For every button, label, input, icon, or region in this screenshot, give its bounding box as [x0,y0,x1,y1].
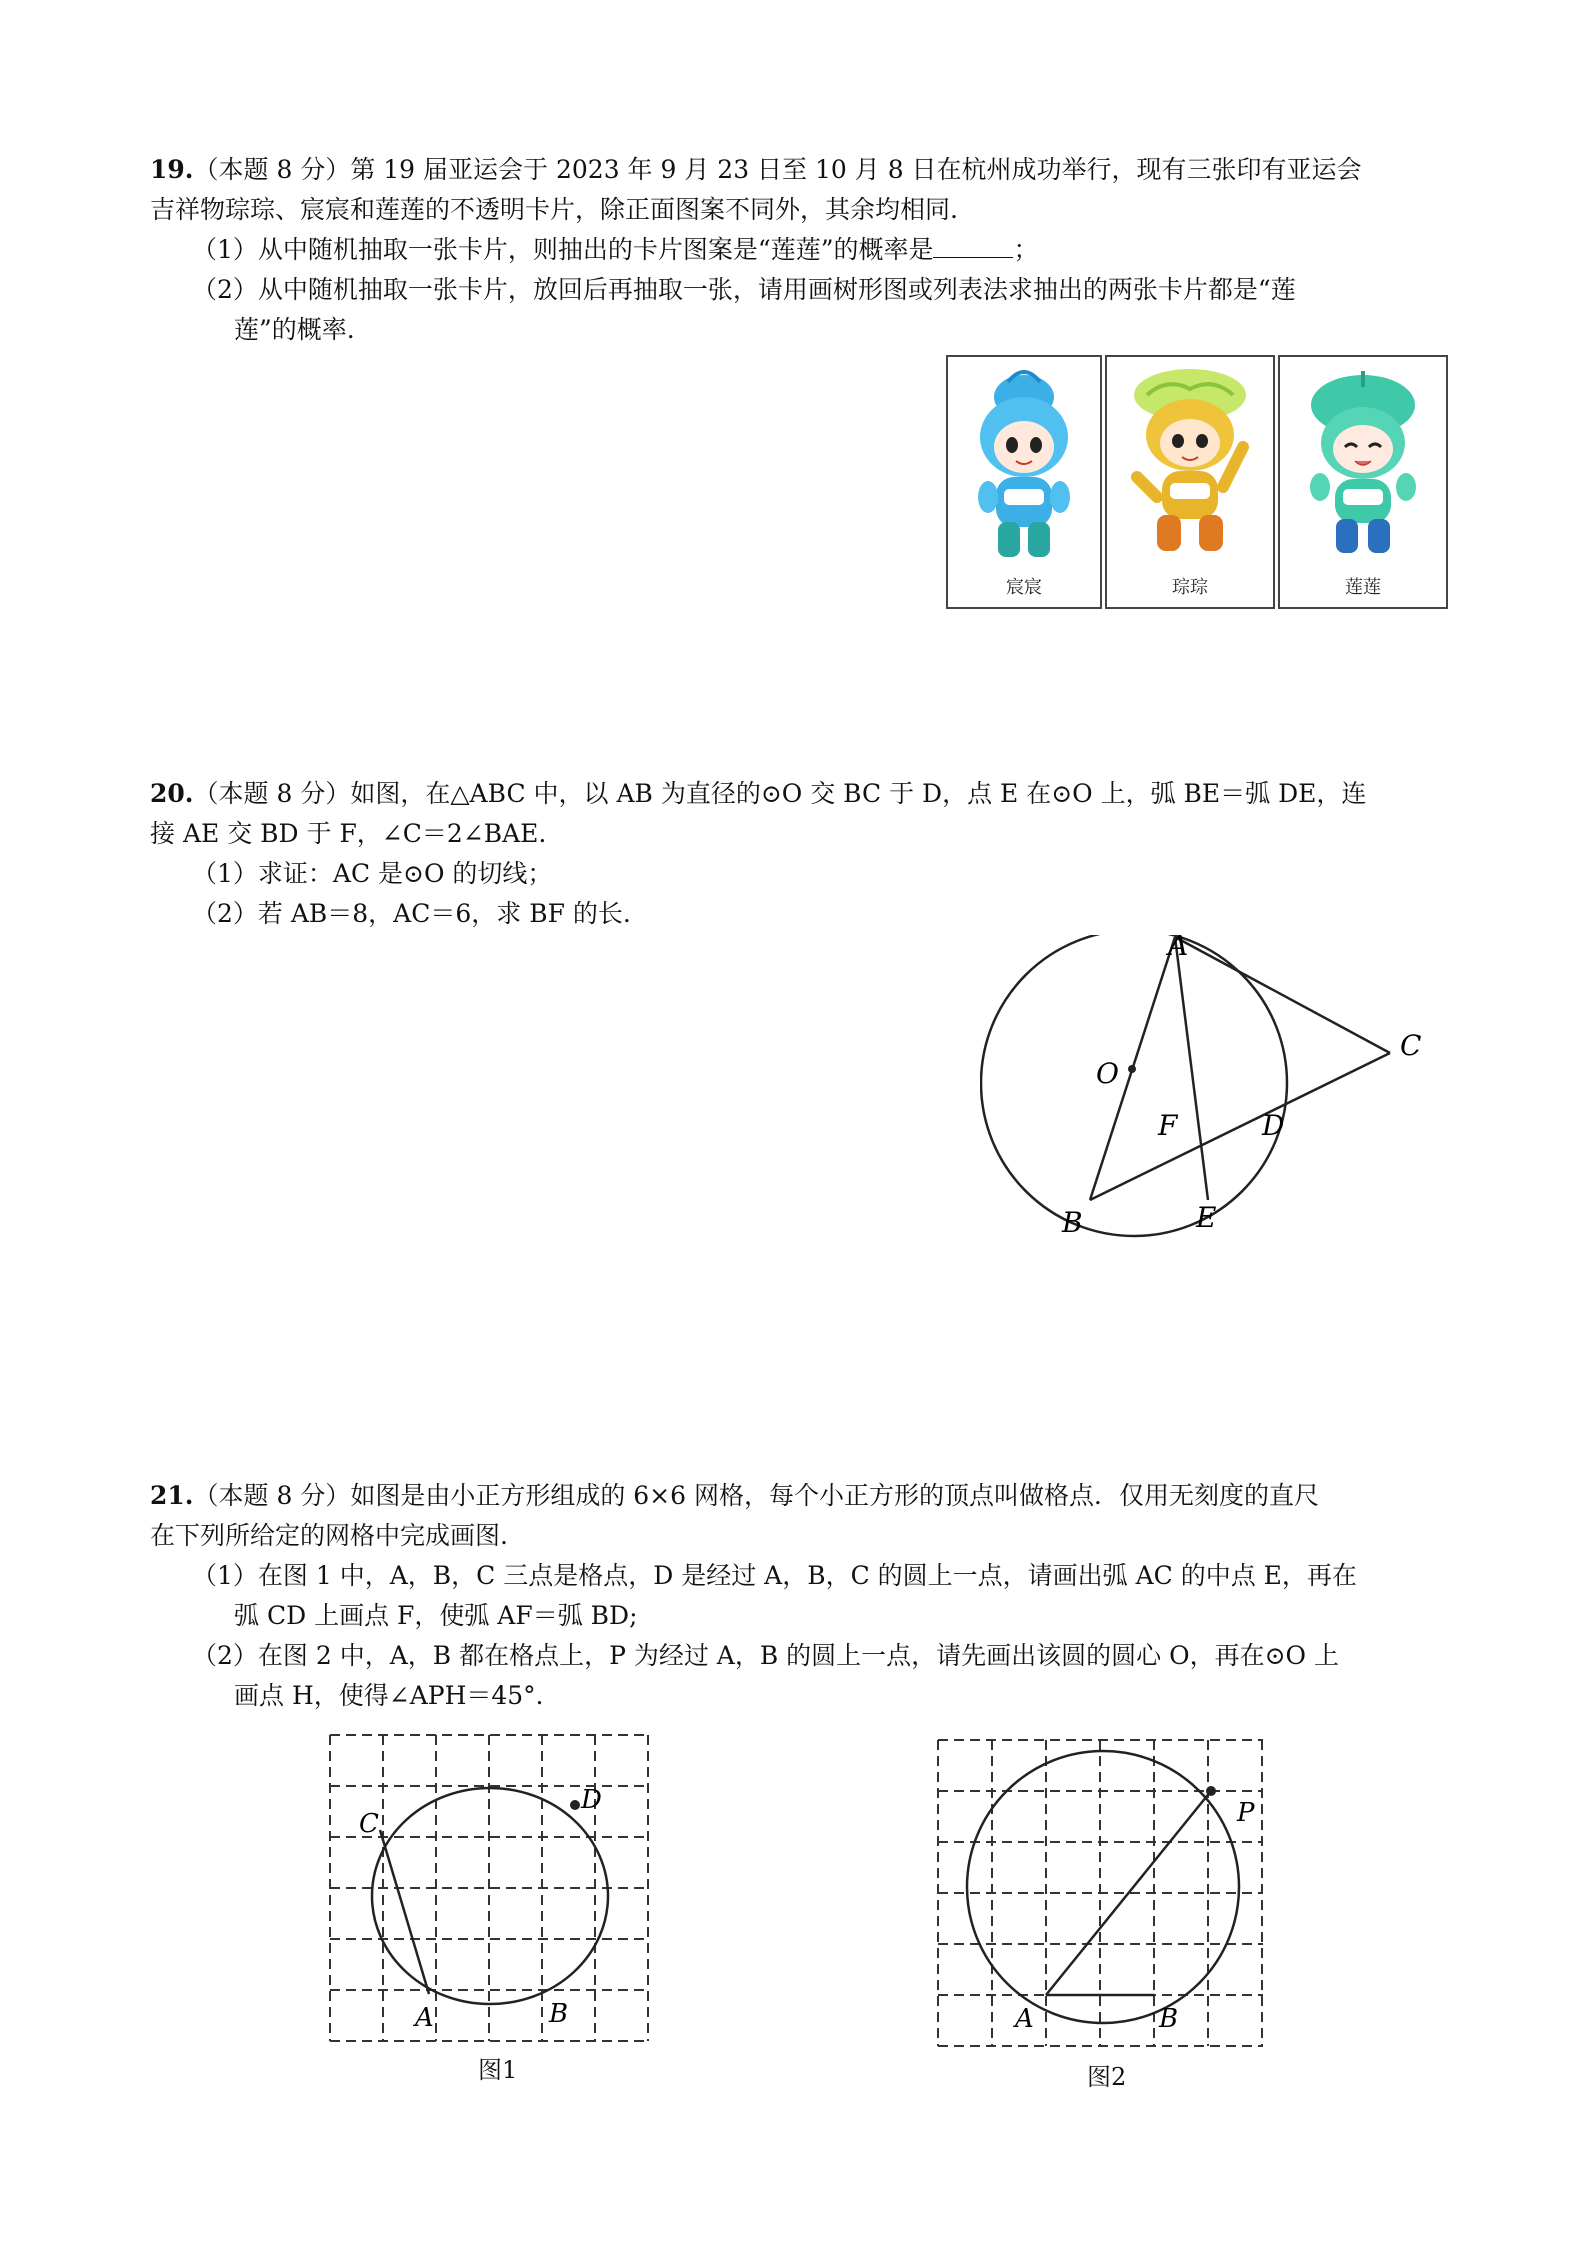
q19-part2-line2: 莲”的概率. [234,315,355,344]
q20-score: （本题 8 分） [193,779,351,808]
card-chenchen [946,355,1102,609]
q20-stem-1: 如图，在△ABC 中，以 AB 为直径的⊙O 交 BC 于 D，点 E 在⊙O 上，弧 BE＝弧 DE，连 [350,779,1367,808]
label-d: D [581,1785,602,1815]
segment-bc [1090,1053,1390,1200]
label-f: F [1158,1109,1178,1142]
point-d [570,1800,580,1810]
question-19 [150,150,1440,350]
label-o: O [1096,1057,1119,1090]
point-p [1206,1786,1216,1796]
label-e: E [1196,1201,1217,1234]
chenchen-mascot-icon [948,357,1100,607]
q21-stem-2: 在下列所给定的网格中完成画图. [150,1521,508,1550]
label-a: A [415,2003,434,2033]
card-label: 莲莲 [1345,577,1381,598]
q21-number: 21 [150,1481,185,1510]
lianlian-mascot-icon [1280,357,1446,607]
q19-line1: 19.（本题 8 分）第 19 届亚运会于 2023 年 9 月 23 日至 10 月 8 日在杭州成功举行，现有三张印有亚运会 [150,155,1362,184]
answer-blank [933,235,1013,258]
q20-line1: 20.（本题 8 分）如图，在△ABC 中，以 AB 为直径的⊙O 交 BC 于 D，点 E 在⊙O 上，弧 BE＝弧 DE，连 [150,779,1367,808]
label-c: C [359,1809,379,1839]
q20-number: 20 [150,779,185,808]
label-p: P [1237,1798,1255,1828]
card-label: 琮琮 [1172,577,1208,598]
q19-number: 19 [150,155,185,184]
circle-o [981,935,1287,1236]
grid-figure-2 [933,1735,1273,2055]
question-20 [150,774,1440,934]
label-c: C [1400,1029,1422,1062]
q21-part2-line1: （2）在图 2 中，A，B 都在格点上，P 为经过 A，B 的圆上一点，请先画出该圆的圆心 O，再在⊙O 上 [192,1641,1340,1670]
q21-part1-line2: 弧 CD 上画点 F，使弧 AF＝弧 BD; [234,1601,638,1630]
q21-part2-line2: 画点 H，使得∠APH＝45°． [234,1681,561,1710]
label-a: A [1168,935,1189,962]
mascot-cards [946,355,1448,609]
q21-line1: 21.（本题 8 分）如图是由小正方形组成的 6×6 网格，每个小正方形的顶点叫做格点．仅用无刻度的直尺 [150,1481,1319,1510]
center-point [1128,1065,1136,1073]
q19-score: （本题 8 分） [193,155,351,184]
q20-part1: （1）求证：AC 是⊙O 的切线； [192,859,553,888]
card-label: 宸宸 [1006,577,1042,598]
figure-2-caption: 图2 [1087,2063,1127,2091]
q20-part2: （2）若 AB＝8，AC＝6，求 BF 的长. [192,899,631,928]
q20-circle-figure [980,935,1450,1245]
q21-stem-1: 如图是由小正方形组成的 6×6 网格，每个小正方形的顶点叫做格点．仅用无刻度的直尺 [350,1481,1319,1510]
q21-part1-line1: （1）在图 1 中，A，B，C 三点是格点，D 是经过 A，B，C 的圆上一点，请画出弧 AC 的中点 E，再在 [192,1561,1357,1590]
label-d: D [1262,1109,1285,1142]
segment-ae [1175,937,1208,1200]
grid-lines [330,1735,650,2041]
label-b: B [549,1999,569,2029]
q21-score: （本题 8 分） [193,1481,351,1510]
q19-stem-2: 吉祥物琮琮、宸宸和莲莲的不透明卡片，除正面图案不同外，其余均相同. [150,195,958,224]
q19-part1-text: （1）从中随机抽取一张卡片，则抽出的卡片图案是“莲莲”的概率是 [192,235,934,264]
grid-figure-1 [325,1730,660,2050]
q19-part2-line1: （2）从中随机抽取一张卡片，放回后再抽取一张，请用画树形图或列表法求抽出的两张卡片都是“莲 [192,275,1296,304]
q19-part1 [150,230,1440,270]
q20-stem-2: 接 AE 交 BD 于 F，∠C＝2∠BAE. [150,819,547,848]
grid-lines [938,1740,1263,2046]
label-b: B [1159,2004,1179,2034]
card-congcong [1105,355,1275,609]
segment-ac [1175,937,1390,1053]
figure-1-caption: 图1 [478,2056,518,2084]
card-lianlian [1278,355,1448,609]
q19-stem-1: 第 19 届亚运会于 2023 年 9 月 23 日至 10 月 8 日在杭州成功举行，现有三张印有亚运会 [350,155,1362,184]
q19-part1-end: ； [1013,235,1039,264]
label-a: A [1015,2004,1034,2034]
question-21 [150,1476,1440,1716]
label-b: B [1062,1206,1083,1239]
congcong-mascot-icon [1107,357,1273,607]
